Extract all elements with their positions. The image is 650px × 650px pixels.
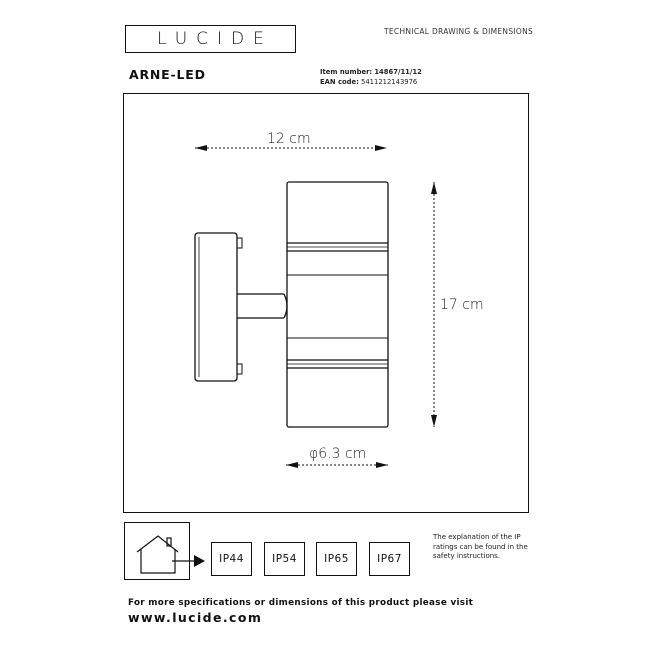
ean-value: 5411212143976 bbox=[361, 78, 418, 86]
footer-url-link[interactable]: www.lucide.com bbox=[128, 610, 263, 625]
lamp-cylinder bbox=[287, 182, 388, 427]
document-type-label: TECHNICAL DRAWING & DIMENSIONS bbox=[384, 27, 534, 36]
item-number-label: Item number: bbox=[320, 68, 373, 76]
ip-badge-ip44: IP44 bbox=[211, 542, 252, 576]
diameter-dimension-label: φ6.3 cm bbox=[309, 446, 367, 462]
ip-badge-ip54: IP54 bbox=[264, 542, 305, 576]
footer-text: For more specifications or dimensions of this product please visit bbox=[128, 598, 474, 608]
ip-explanation-note: The explanation of the IP ratings can be found in the safety instructions. bbox=[433, 533, 528, 560]
wall-plate bbox=[195, 233, 242, 381]
ip-badge-ip67: IP67 bbox=[369, 542, 410, 576]
height-dimension-label: 17 cm bbox=[440, 297, 484, 313]
width-dimension-label: 12 cm bbox=[267, 131, 311, 147]
ean-label: EAN code: bbox=[320, 78, 359, 86]
item-number-value: 14867/11/12 bbox=[374, 68, 422, 76]
connecting-arm bbox=[237, 294, 287, 318]
product-name: ARNE-LED bbox=[129, 67, 206, 82]
ip-badge-ip65: IP65 bbox=[316, 542, 357, 576]
outdoor-icon-box bbox=[124, 522, 190, 580]
brand-logo-text: LUCIDE bbox=[157, 29, 273, 49]
